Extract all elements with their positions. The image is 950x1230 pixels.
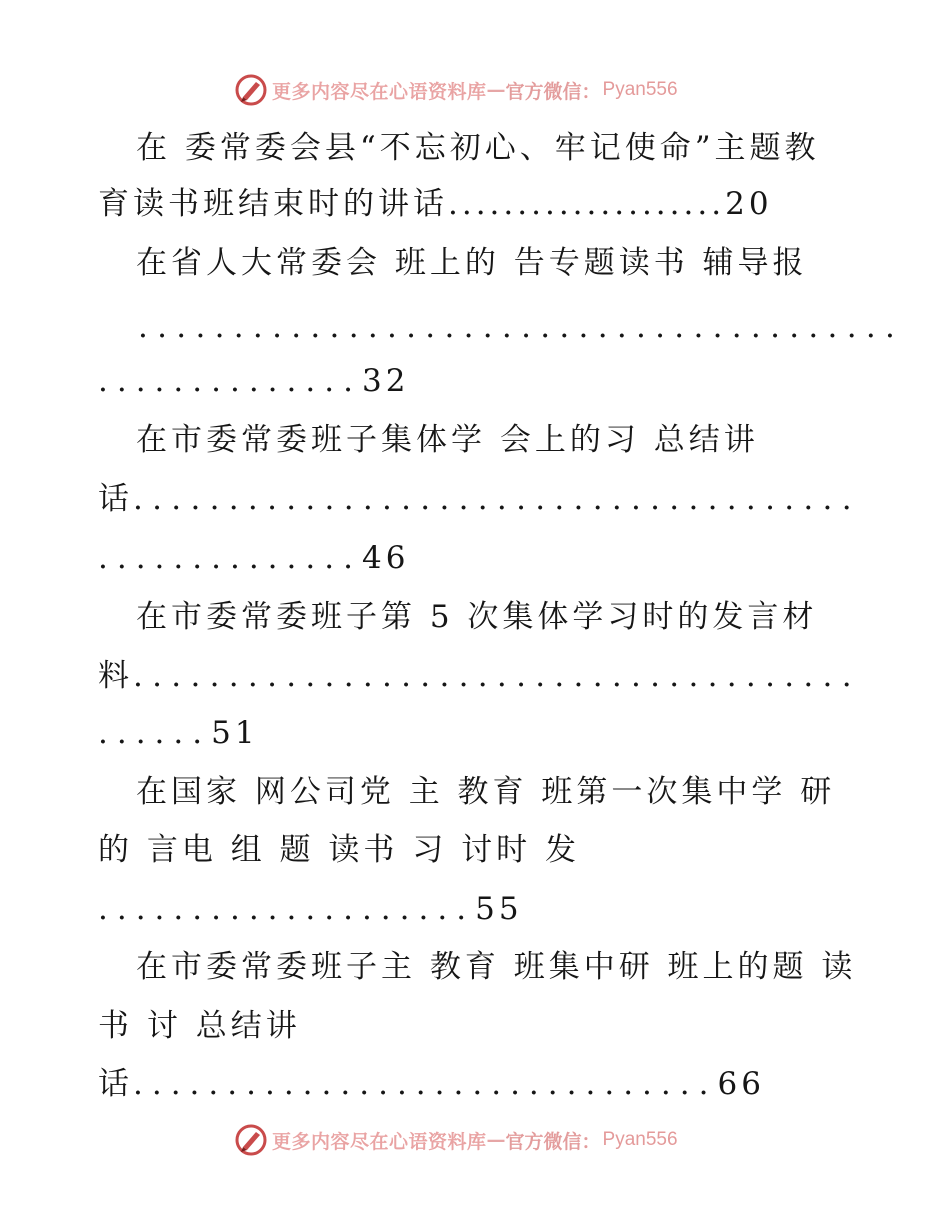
toc-entry-1-line-2-text: 育读书班结束时的讲话 bbox=[98, 186, 448, 222]
toc-entry-6-line-3 bbox=[98, 1064, 765, 1104]
toc-entry-2-leader-dots-2: .............. bbox=[98, 363, 362, 399]
watermark-wechat-id: Pyan556 bbox=[602, 1129, 678, 1150]
header-watermark bbox=[234, 72, 678, 108]
toc-entry-5-leader-dots: .................... bbox=[98, 891, 476, 927]
toc-entry-4-line-1: 在市委常委班子第 5 次集体学习时的发言材 bbox=[136, 599, 818, 635]
toc-entry-3-page-number: 46 bbox=[361, 540, 410, 576]
toc-entry-5-line-3 bbox=[98, 889, 523, 929]
toc-entry-3-line-2-text: 话 bbox=[98, 481, 133, 517]
watermark-separator: — bbox=[486, 79, 506, 101]
toc-entry-4-line-2 bbox=[98, 656, 861, 696]
toc-entry-5-line-1: 在国家 网公司党 主 教育 班第一次集中学 研 bbox=[136, 774, 836, 810]
pen-logo-icon bbox=[234, 73, 268, 107]
toc-entry-3-leader-dots-1: ...................................... bbox=[133, 481, 861, 517]
toc-entry-4-page-number: 51 bbox=[211, 715, 259, 751]
toc-entry-4-leader-dots-1: ...................................... bbox=[133, 658, 861, 694]
toc-entry-6-page-number: 66 bbox=[717, 1066, 765, 1102]
toc-entry-4-leader-dots-2: ...... bbox=[98, 715, 212, 751]
toc-entry-3-line-3 bbox=[98, 538, 409, 578]
watermark-wechat-label: 官方微信： bbox=[505, 80, 601, 103]
watermark-site-text: 更多内容尽在心语资料库 bbox=[272, 80, 487, 103]
watermark-site-text: 更多内容尽在心语资料库 bbox=[272, 1130, 487, 1153]
watermark-wechat-label: 官方微信： bbox=[505, 1130, 601, 1153]
toc-entry-2-line-1: 在省人大常委会 班上的 告专题读书 辅导报 bbox=[136, 245, 808, 281]
toc-entry-6-line-2: 书 讨 总结讲 bbox=[98, 1008, 301, 1044]
toc-entry-3-line-2 bbox=[98, 479, 861, 519]
toc-entry-4-line-2-text: 料 bbox=[98, 658, 133, 694]
footer-watermark bbox=[234, 1122, 678, 1158]
toc-entry-1-page-number: 20 bbox=[725, 186, 773, 222]
toc-entry-5-line-2: 的 言电 组 题 读书 习 讨时 发 bbox=[98, 832, 580, 868]
toc-entry-6-line-1: 在市委常委班子主 教育 班集中研 班上的题 读 bbox=[136, 949, 857, 985]
toc-entry-4-line-3 bbox=[98, 713, 259, 753]
toc-entry-3-line-1: 在市委常委班子集体学 会上的习 总结讲 bbox=[136, 422, 759, 458]
toc-entry-3-leader-dots-2: .............. bbox=[98, 540, 362, 576]
toc-entry-6-leader-dots: ............................... bbox=[133, 1066, 718, 1102]
toc-entry-1-line-2 bbox=[98, 184, 773, 224]
toc-entry-6-line-3-text: 话 bbox=[98, 1066, 133, 1102]
toc-entry-2-line-3 bbox=[98, 361, 409, 401]
toc-entry-1-line-1: 在 委常委会县“不忘初心、牢记使命”主题教 bbox=[136, 130, 820, 166]
toc-entry-1-leader-dots: .................... bbox=[448, 186, 726, 222]
watermark-separator: — bbox=[486, 1129, 506, 1151]
pen-logo-icon bbox=[234, 1123, 268, 1157]
toc-entry-2-page-number: 32 bbox=[361, 363, 410, 399]
toc-entry-5-page-number: 55 bbox=[475, 891, 523, 927]
toc-entry-2-leader-dots-1: ........................................ bbox=[138, 309, 905, 345]
watermark-wechat-id: Pyan556 bbox=[602, 79, 678, 100]
